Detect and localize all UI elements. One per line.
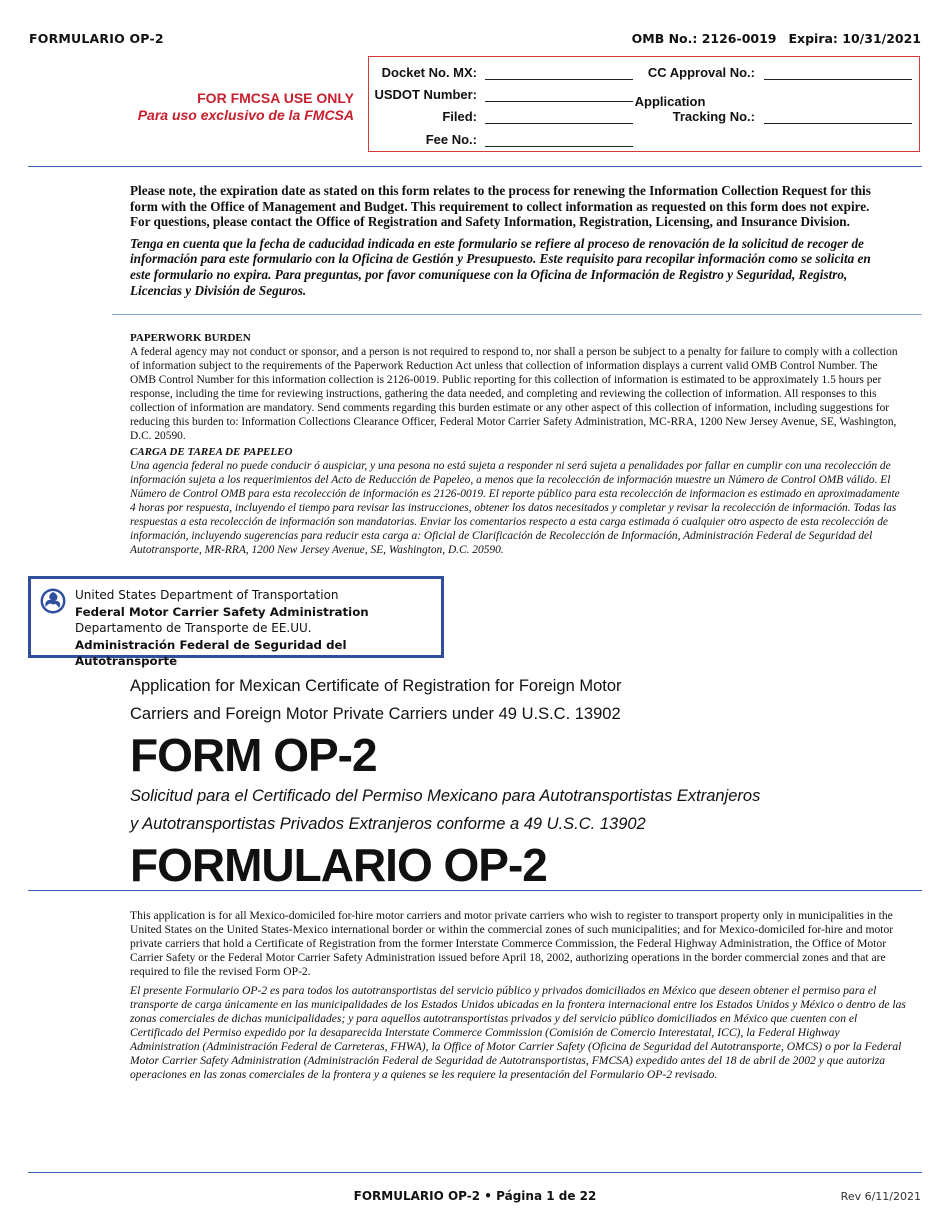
agency-line-dot-en: United States Department of Transportation [75,588,339,602]
header-divider [28,166,922,167]
agency-text [75,587,441,670]
title-es: FORMULARIO OP-2 [130,839,547,891]
paperwork-heading-en: PAPERWORK BURDEN [130,332,251,344]
cc-approval-label: CC Approval No.: [647,65,755,80]
form-id-header: FORMULARIO OP-2 [29,31,164,46]
cc-approval-input-line[interactable] [764,79,912,80]
subtitle-en-line1: Application for Mexican Certificate of Registration for Foreign Motor [130,677,622,695]
fmcsa-use-en: FOR FMCSA USE ONLY [197,90,354,106]
intro-en: This application is for all Mexico-domiciled for-hire motor carriers and motor private carriers who wish to register to transport property only in municipalities in the United States on the United States-Mexico international border or within the commercial zones of such municipalities; and for Mexico-domiciled for-hire and motor private carriers that hold a Certificate of Registration from the former Interstate Commerce Commission, the Federal Highway Administration, the Office of Motor Carrier Safety or the Federal Motor Carrier Safety Administration issued before April 18, 2002, authorizing operations in the border commercial zones and that are required to file the revised Form OP-2. [130,909,894,978]
paperwork-heading-es: CARGA DE TAREA DE PAPELEO [130,446,293,458]
page-indicator: FORMULARIO OP-2 • Página 1 de 22 [353,1189,597,1203]
title-divider [28,890,922,891]
agency-line-fmcsa-es: Administración Federal de Seguridad del Autotransporte [75,637,347,668]
fmcsa-use-box [368,56,920,152]
docket-input-line[interactable] [485,79,633,80]
title-en: FORM OP-2 [130,729,377,781]
form-titles [130,672,760,892]
fee-input-line[interactable] [485,146,633,147]
application-intro [130,909,906,1087]
tracking-label-line1: Application [634,94,706,109]
usdot-label: USDOT Number: [374,87,477,102]
revision-date: Rev 6/11/2021 [840,1190,921,1203]
footer-divider [28,1172,922,1173]
agency-line-dot-es: Departamento de Transporte de EE.UU. [75,621,312,635]
filed-label: Filed: [442,109,477,124]
tracking-input-line[interactable] [764,123,912,124]
agency-line-fmcsa-en: Federal Motor Carrier Safety Administration [75,604,369,619]
fmcsa-use-es: Para uso exclusivo de la FMCSA [137,107,354,123]
paperwork-burden [130,331,905,557]
notice-divider [112,314,922,315]
subtitle-en-line2: Carriers and Foreign Motor Private Carriers under 49 U.S.C. 13902 [130,705,621,723]
tracking-label [634,94,793,109]
subtitle-es-line1: Solicitud para el Certificado del Permiso Mexicano para Autotransportistas Extranjeros [130,787,761,805]
tracking-label-line2: Tracking No.: [672,109,755,124]
notice-en: Please note, the expiration date as stated on this form relates to the process for renewing the Information Collection Request for this form with the Office of Management and Budget. This requirement to collect information as requested on this form does not expire. For questions, please contact the Office of Registration and Safety Information, Registration, Licensing, and Insurance Division. [130,183,871,230]
intro-es: El presente Formulario OP-2 es para todos los autotransportistas del servicio público y privados domiciliados en México que deseen obtener el permiso para el transporte de carga únicamente en las municipalidades de los Estados Unidos ubicadas en la frontera internacional entre los Estados Unidos y México o dentro de las zonas comerciales de dichas municipalidades; y para aquellos autotransportistas privados y del servicio público domiciliados en México que cuenten con el Certificado del Permiso expedido por la desaparecida Interstate Commerce Commission (Comisión de Comercio Interestatal, ICC), la Federal Highway Administration (Administración Federal de Carreteras, FHWA), la Office of Motor Carrier Safety (Oficina de Seguridad del Autotransporte, OMCS) o por la Federal Motor Carrier Safety Administration (Administración Federal de Seguridad de Autotransportistas, FMCSA) expedido antes del 18 de abril de 2002 y que autoriza operaciones en las zonas comerciales de la frontera y a quienes se les requiere la presentación del Formulario OP-2 revisado. [130,984,906,1081]
notice-es: Tenga en cuenta que la fecha de caducidad indicada en este formulario se refiere al proceso de renovación de la solicitud de recoger de información para este formulario con la Oficina de Gestión y Presupuesto. Este requisito para recopilar información como se solicita en este formulario no expira. Para preguntas, por favor comuníquese con la Oficina de Información de Registro y Seguridad, Registro, Licencias y División de Seguros. [130,235,871,298]
subtitle-es-line2: y Autotransportistas Privados Extranjeros conforme a 49 U.S.C. 13902 [130,815,646,833]
expiration-notice [130,183,892,304]
omb-header [632,31,921,46]
omb-number: OMB No.: 2126-0019 [631,31,777,46]
paperwork-body-es: Una agencia federal no puede conducir ó auspiciar, y una pesona no está sujeta a responder ni será sujeta a penalidades por fallar en cumplir con una recolección de información sujeta a los requerimientos del Acto de Reducción de Papeleo, a menos que la recolección de información muestre un Número de Control OMB válido. El Número de Control OMB para esta recolección de información es 2126-0019. El reporte público para esta recolección de informacion es estimado en aproximadamente 4 horas por respuesta, incluyendo el tiempo para revisar las instrucciones, obtener los datos necesitados y completar y revisar la recolección de información. Todas las respuestas a esta recolección de información son mandatorias. Enviar los comentarios respecto a esta carga estimada ó cualquier otro aspecto de esta recolección de información, incluyendo sugerencias para reducir esta carga a: Oficial de Clarificación de Recolección de Información, Administración Federal de Seguridad del Autotransporte, MR-RRA, 1200 New Jersey Avenue, SE, Washington, D.C. 20590. [130,460,900,556]
fee-label: Fee No.: [425,132,477,147]
paperwork-body-en: A federal agency may not conduct or sponsor, and a person is not required to respond to, nor shall a person be subject to a penalty for failure to comply with a collection of information subject to the requirements of the Paperwork Reduction Act unless that collection of information displays a current valid OMB Control Number. The OMB Control Number for this information collection is 2126-0019. Public reporting for this collection of information is estimated to be approximately 1.5 hours per response, including the time for reviewing instructions, gathering the data needed, and completing and reviewing the collection of information. All responses to this collection of information are mandatory. Send comments regarding this burden estimate or any other aspect of this collection of information, including suggestions for reducing this burden to: Information Collections Clearance Officer, Federal Motor Carrier Safety Administration, MC-RRA, 1200 New Jersey Avenue, SE, Washington, D.C. 20590. [130,346,898,442]
docket-label: Docket No. MX: [381,65,477,80]
dot-logo-icon [40,588,66,614]
expiration-date: Expira: 10/31/2021 [788,31,921,46]
agency-box [28,576,444,668]
fmcsa-use-only-label [138,90,354,124]
filed-input-line[interactable] [485,123,633,124]
